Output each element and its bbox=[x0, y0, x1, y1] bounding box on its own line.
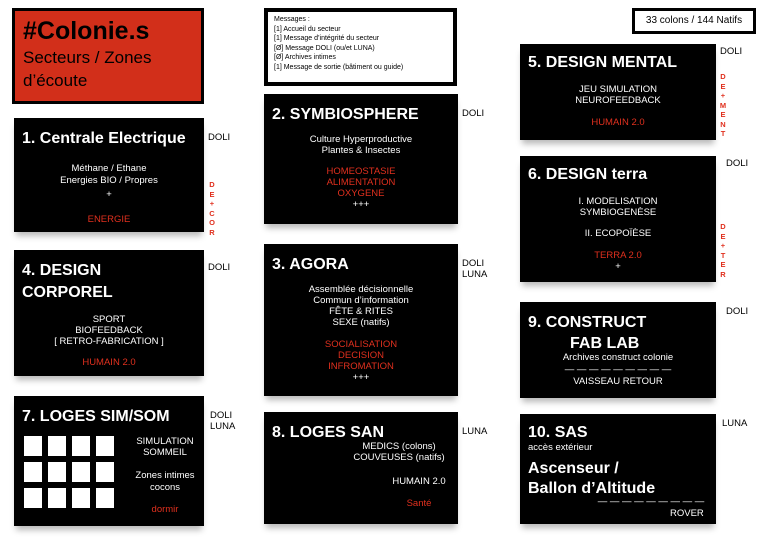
messages-legend bbox=[264, 8, 457, 86]
sector-line: cocons bbox=[149, 482, 181, 493]
sector-line: Culture Hyperproductive bbox=[309, 134, 413, 145]
subtitle-line-2: d’écoute bbox=[23, 71, 88, 90]
sector-line: SYMBIOGENÈSE bbox=[579, 207, 657, 218]
messages-line: [Ø] Archives intimes bbox=[274, 54, 336, 61]
cocoon-cell bbox=[24, 462, 42, 482]
sector-function: INFROMATION bbox=[328, 361, 394, 372]
sector-title: CORPOREL bbox=[22, 284, 113, 301]
cocoon-cell bbox=[48, 436, 66, 456]
listener-label: DOLI bbox=[726, 158, 749, 169]
sector-title: 3. AGORA bbox=[272, 256, 349, 273]
sector-line: SIMULATION bbox=[136, 436, 194, 447]
sector-9-construct-fab-lab bbox=[520, 302, 716, 398]
sector-8-loges-san bbox=[264, 412, 458, 524]
sector-line: + bbox=[615, 261, 621, 272]
cocoon-cell bbox=[24, 488, 42, 508]
cocoon-cell bbox=[96, 462, 114, 482]
cocoon-cell bbox=[72, 462, 90, 482]
vertical-tag: D E + M E N T bbox=[719, 72, 727, 138]
cocoon-cell bbox=[72, 488, 90, 508]
sector-function: ALIMENTATION bbox=[326, 177, 396, 188]
sector-title: 4. DESIGN bbox=[22, 262, 102, 279]
cocoon-cell bbox=[96, 488, 114, 508]
messages-line: [1] Message d’intégrité du secteur bbox=[274, 35, 380, 42]
sector-line: VAISSEAU RETOUR bbox=[573, 376, 663, 387]
sector-function: SOCIALISATION bbox=[324, 339, 398, 350]
listener-label: DOLI bbox=[720, 46, 743, 57]
sector-line: accès extérieur bbox=[528, 442, 593, 453]
cocoon-cell bbox=[96, 436, 114, 456]
sector-line: Energies BIO / Propres bbox=[60, 175, 158, 186]
title-block bbox=[12, 8, 204, 104]
listener-label: LUNA bbox=[210, 421, 236, 432]
sector-line: SOMMEIL bbox=[143, 447, 187, 458]
cocoon-cell bbox=[72, 436, 90, 456]
sector-line: [ RETRO-FABRICATION ] bbox=[54, 336, 164, 347]
sector-line: Méthane / Ethane bbox=[71, 163, 147, 174]
messages-line: Messages : bbox=[274, 16, 310, 23]
listener-label: LUNA bbox=[462, 426, 488, 437]
sector-function: TERRA 2.0 bbox=[594, 250, 642, 261]
sector-title: FAB LAB bbox=[570, 335, 640, 352]
sector-line: I. MODELISATION bbox=[578, 196, 658, 207]
subtitle-line-1: Secteurs / Zones bbox=[23, 48, 152, 67]
sector-function: HOMEOSTASIE bbox=[326, 166, 396, 177]
sector-line: +++ bbox=[352, 372, 370, 383]
listener-label: LUNA bbox=[722, 418, 748, 429]
sector-title: 6. DESIGN terra bbox=[528, 166, 648, 183]
listener-label: DOLI bbox=[208, 262, 231, 273]
sector-title: 8. LOGES SAN bbox=[272, 424, 385, 441]
cocoon-cell bbox=[24, 436, 42, 456]
sector-title: 7. LOGES SIM/SOM bbox=[22, 408, 170, 425]
listener-label: DOLI bbox=[726, 306, 749, 317]
messages-line: [1] Accueil du secteur bbox=[274, 25, 341, 33]
vertical-tag: D E + C O R bbox=[209, 180, 215, 237]
sector-line: SEXE (natifs) bbox=[332, 317, 390, 328]
listener-label: DOLI bbox=[210, 410, 233, 421]
sector-line: + bbox=[106, 189, 112, 200]
sector-line: SPORT bbox=[92, 314, 126, 325]
sector-3-agora bbox=[264, 244, 458, 396]
sector-divider: — — — — — — — — — bbox=[597, 496, 705, 507]
sector-line: BIOFEEDBACK bbox=[75, 325, 143, 336]
sector-5-design-mental bbox=[520, 44, 716, 140]
sector-function: dormir bbox=[151, 504, 179, 515]
sector-line: II. ECOPOÏÈSE bbox=[584, 228, 652, 239]
sector-function: OXYGENE bbox=[337, 188, 385, 199]
sector-title: 9. CONSTRUCT bbox=[528, 314, 647, 331]
sector-function: ENERGIE bbox=[87, 214, 131, 225]
sector-line: Archives construct colonie bbox=[562, 352, 674, 363]
sector-line: MEDICS (colons) bbox=[362, 441, 436, 452]
sector-line: ROVER bbox=[670, 508, 704, 519]
sector-function: Santé bbox=[406, 498, 432, 509]
sector-title: Ascenseur / bbox=[528, 460, 619, 477]
sector-line: +++ bbox=[352, 199, 370, 210]
sector-function: DECISION bbox=[338, 350, 384, 361]
sector-title: 2. SYMBIOSPHERE bbox=[272, 106, 419, 123]
sector-line: HUMAIN 2.0 bbox=[392, 476, 446, 487]
listener-label: DOLI bbox=[208, 132, 231, 143]
listener-label: DOLI bbox=[462, 258, 485, 269]
sector-7-loges-sim-som bbox=[14, 396, 204, 526]
sector-line: COUVEUSES (natifs) bbox=[353, 452, 445, 463]
population-count: 33 colons / 144 Natifs bbox=[632, 8, 756, 34]
sector-title: Ballon d’Altitude bbox=[528, 480, 656, 497]
sector-title: 1. Centrale Electrique bbox=[22, 130, 186, 147]
cocoon-cell bbox=[48, 488, 66, 508]
sector-6-design-terra bbox=[520, 156, 716, 282]
sector-function: HUMAIN 2.0 bbox=[591, 117, 645, 128]
cocoon-cell bbox=[48, 462, 66, 482]
sector-line: Zones intimes bbox=[135, 470, 195, 481]
sector-line: Assemblée décisionnelle bbox=[308, 284, 414, 295]
sector-line: Commun d’information bbox=[313, 295, 409, 306]
sector-4-design-corporel bbox=[14, 250, 204, 376]
cocoon-grid bbox=[24, 436, 114, 508]
sector-1-centrale-electrique bbox=[14, 118, 204, 232]
sector-line: FÊTE & RITES bbox=[329, 306, 393, 317]
sector-line: JEU SIMULATION bbox=[579, 84, 657, 95]
listener-label: LUNA bbox=[462, 269, 488, 280]
sector-title: 10. SAS bbox=[528, 424, 588, 441]
sector-2-symbiosphere bbox=[264, 94, 458, 224]
messages-line: [Ø] Message DOLI (ou/et LUNA) bbox=[274, 44, 375, 52]
sector-function: HUMAIN 2.0 bbox=[82, 357, 136, 368]
sector-divider: — — — — — — — — — bbox=[564, 364, 672, 375]
vertical-tag: D E + T E R bbox=[720, 222, 726, 279]
sector-line: NEUROFEEDBACK bbox=[575, 95, 661, 106]
sector-title: 5. DESIGN MENTAL bbox=[528, 54, 678, 71]
listener-label: DOLI bbox=[462, 108, 485, 119]
messages-line: [1] Message de sortie (bâtiment ou guide) bbox=[274, 63, 404, 71]
sector-10-sas bbox=[520, 414, 716, 524]
main-title: #Colonie.s bbox=[23, 17, 150, 45]
sector-line: Plantes & Insectes bbox=[321, 145, 401, 156]
